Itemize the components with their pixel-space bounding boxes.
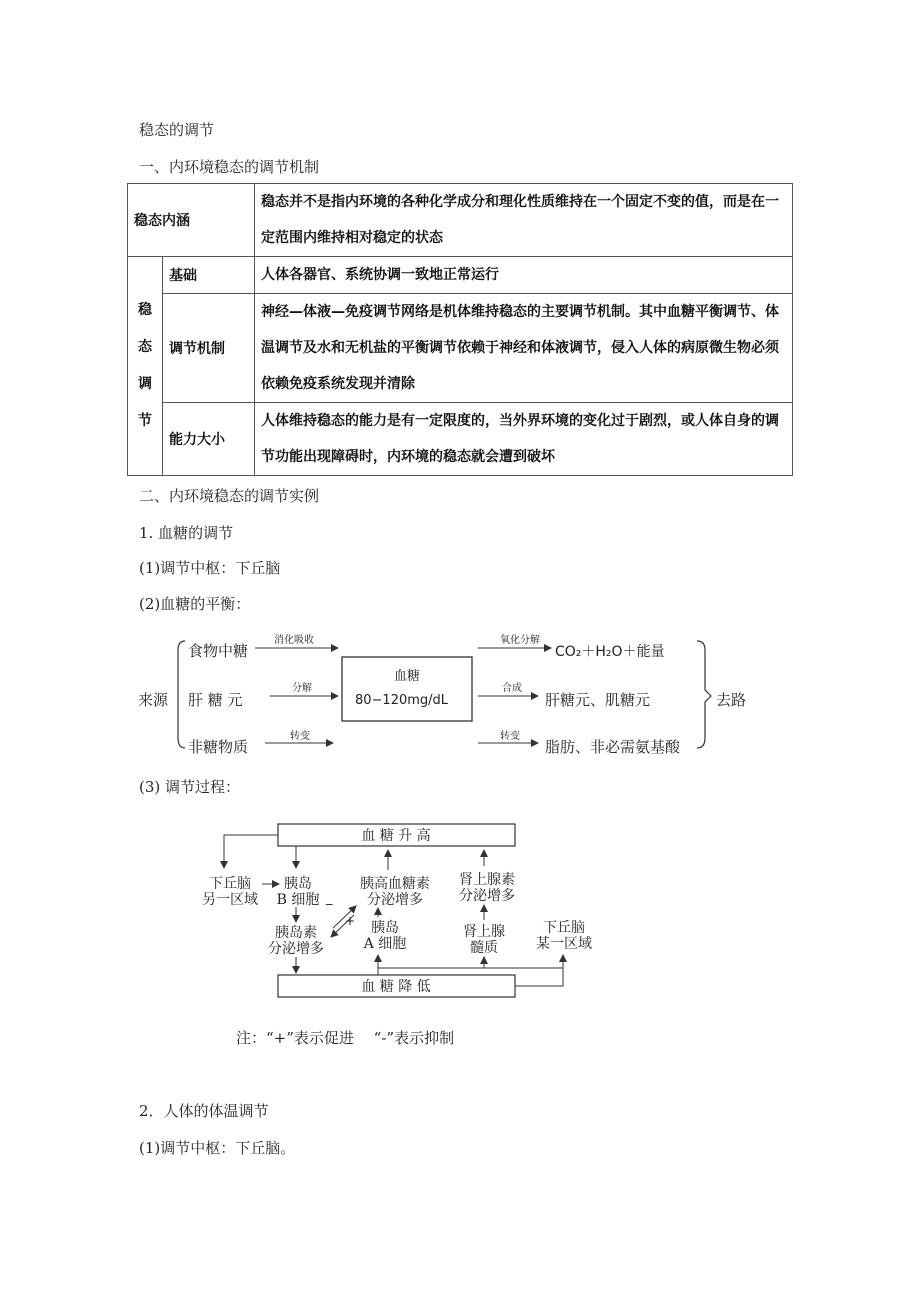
label-digest: 消化吸收 [274,635,314,646]
blood-sugar-label: 血糖 [393,669,421,684]
medulla-1: 肾上腺 [463,924,505,940]
input-food-sugar: 食物中糖 [188,642,249,660]
label-decompose: 分解 [292,683,312,694]
table-content-mechanism: 神经—体液—免疫调节网络是机体维持稳态的主要调节机制。其中血糖平衡调节、体温调节及水和无机盐的平衡调节依赖于神经和体液调节，侵入人体的病原微生物必须依赖免疫系统发现并清除 [255,294,793,403]
source-brace [178,641,185,748]
blood-sugar-range: 80−120mg/dL [355,693,449,708]
glucagon-1: 胰高血糖素 [360,876,430,892]
blood-sugar-box [342,657,472,721]
label-convert-out: 转变 [500,731,520,742]
table-content-capacity: 人体维持稳态的能力是有一定限度的，当外界环境的变化过于剧烈，或人体自身的调节功能出现障碍时，内环境的稳态就会遭到破坏 [255,403,793,476]
item-blood-sugar-center: (1)调节中枢：下丘脑 [139,559,281,577]
adrenaline-2: 分泌增多 [459,888,515,904]
table-content-connotation: 稳态并不是指内环境的各种化学成分和理化性质维持在一个固定不变的值，而是在一定范围内维持相对稳定的状态 [255,184,793,257]
process-diagram [0,815,920,1005]
item-blood-sugar-balance: (2)血糖的平衡： [139,595,251,613]
glucagon-2: 分泌增多 [367,892,423,908]
hypo-some-2: 某一区域 [536,936,592,952]
legend-note: 注：“+”表示促进 “-”表示抑制 [236,1029,455,1047]
insulin-2: 分泌增多 [268,941,324,957]
medulla-2: 髓质 [470,940,498,956]
table-content-basis: 人体各器官、系统协调一致地正常运行 [255,257,793,294]
section-heading-2: 二、内环境稳态的调节实例 [139,487,320,505]
input-liver-glycogen: 肝 糖 元 [188,691,243,709]
section-heading-1: 一、内环境稳态的调节机制 [139,158,320,176]
insulin-1: 胰岛素 [275,925,317,941]
a-cell-2: A 细胞 [363,936,407,952]
hypo-other-1: 下丘脑 [209,876,251,892]
hypo-some-1: 下丘脑 [543,920,585,936]
regulation-table [127,183,793,476]
a-cell-1: 胰岛 [371,920,399,936]
table-label-capacity: 能力大小 [163,403,255,476]
table-label-basis: 基础 [163,257,255,294]
item-process: (3) 调节过程： [139,778,241,796]
b-cell-2: B 细胞 [276,892,320,908]
input-non-sugar: 非糖物质 [188,738,249,756]
destination-brace [697,641,711,748]
table-label-connotation: 稳态内涵 [128,184,255,257]
label-sugar-rise: 血 糖 升 高 [361,828,431,844]
label-sugar-fall: 血 糖 降 低 [361,979,431,995]
arrow-rise-to-hypo [224,835,278,868]
label-oxidize: 氧化分解 [500,635,540,646]
output-glycogen: 肝糖元、肌糖元 [545,691,651,709]
balance-diagram [0,615,920,770]
adrenaline-1: 肾上腺素 [459,872,515,888]
output-fat: 脂肪、非必需氨基酸 [545,738,681,756]
table-group-label: 稳 态 调 节 [128,257,163,476]
label-synthesize: 合成 [502,683,522,694]
arrow-fall-to-hypo [515,955,563,986]
item-body-temp-center: (1)调节中枢：下丘脑。 [139,1139,296,1157]
minus-sign: _ [326,891,333,906]
table-label-mechanism: 调节机制 [163,294,255,403]
destination-label: 去路 [716,691,747,709]
item-body-temp: 2．人体的体温调节 [139,1102,269,1120]
hypo-other-2: 另一区域 [202,892,258,908]
item-blood-sugar: 1. 血糖的调节 [139,524,234,542]
output-co2-water: CO₂＋H₂O＋能量 [555,644,665,660]
label-convert-in: 转变 [290,731,310,742]
source-label: 来源 [138,691,169,709]
b-cell-1: 胰岛 [284,876,312,892]
plus-sign: + [345,914,356,928]
doc-title: 稳态的调节 [139,121,215,139]
